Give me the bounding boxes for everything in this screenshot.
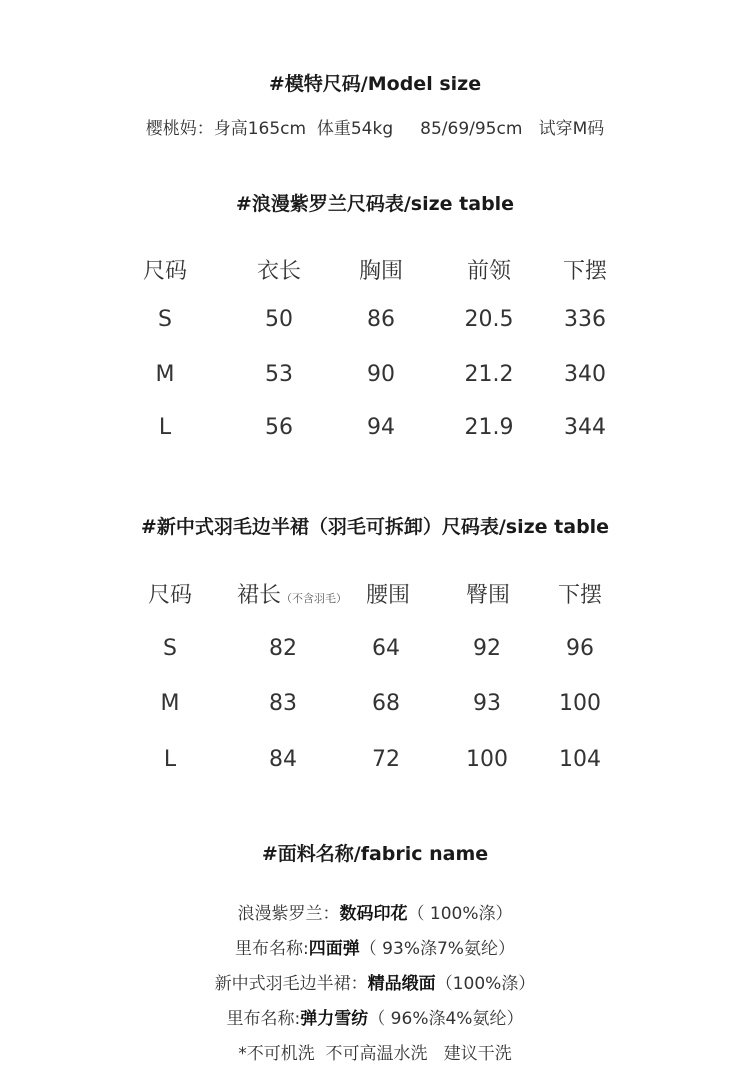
table-cell: 53 <box>265 362 293 387</box>
table-cell: S <box>163 636 177 661</box>
table2-header-size: 尺码 <box>147 583 193 608</box>
fabric-line <box>0 934 750 959</box>
care-instructions: *不可机洗 不可高温水洗 建议干洗 <box>238 1044 512 1064</box>
table-cell: 50 <box>265 307 293 332</box>
table1-header-chest: 胸围 <box>358 259 404 284</box>
table-cell: 83 <box>269 691 297 716</box>
table-cell: 336 <box>564 307 606 332</box>
table-cell: 92 <box>473 636 501 661</box>
table2-header-waist: 腰围 <box>365 583 411 608</box>
table2-heading: #新中式羽毛边半裙（羽毛可拆卸）尺码表/size table <box>140 516 610 538</box>
table-cell: 100 <box>559 691 601 716</box>
fabric-label: 浪漫紫罗兰： <box>237 904 340 924</box>
table-cell: M <box>155 362 175 387</box>
table2-header-hem: 下摆 <box>557 583 603 608</box>
table-cell: 96 <box>566 636 594 661</box>
table-cell: 90 <box>367 362 395 387</box>
fabric-heading: #面料名称/fabric name <box>261 843 489 865</box>
table1-header-hem: 下摆 <box>562 259 608 284</box>
table1-header-size: 尺码 <box>142 259 188 284</box>
table-cell: L <box>158 415 172 440</box>
fabric-composition: （ 100%涤） <box>407 904 513 924</box>
table2-header-hip: 臀围 <box>465 583 511 608</box>
table-cell: 82 <box>269 636 297 661</box>
table-cell: 20.5 <box>464 307 514 332</box>
table-cell: 64 <box>372 636 400 661</box>
fabric-composition: （ 96%涤4%氨纶） <box>368 1009 524 1029</box>
table-cell: 344 <box>564 415 606 440</box>
table1-header-neck: 前领 <box>466 259 512 284</box>
fabric-label: 新中式羽毛边半裙： <box>214 974 368 994</box>
table1-header-length: 衣长 <box>256 259 302 284</box>
fabric-name: 四面弹 <box>308 939 360 959</box>
fabric-composition: （100%涤） <box>435 974 536 994</box>
table-cell: 104 <box>559 747 601 772</box>
table2-header-skirt-length <box>237 578 347 609</box>
table1-heading: #浪漫紫罗兰尺码表/size table <box>235 193 515 215</box>
table-cell: 72 <box>372 747 400 772</box>
fabric-name: 精品缎面 <box>367 974 436 994</box>
table-cell: 56 <box>265 415 293 440</box>
table-cell: S <box>158 307 172 332</box>
fabric-composition: （ 93%涤7%氨纶） <box>359 939 515 959</box>
table-cell: 84 <box>269 747 297 772</box>
skirt-length-note: （不含羽毛） <box>281 592 348 605</box>
skirt-length-label: 裙长 <box>236 583 282 608</box>
fabric-line <box>0 899 750 924</box>
table-cell: 21.2 <box>464 362 514 387</box>
table-cell: 68 <box>372 691 400 716</box>
model-size-info: 樱桃妈：身高165cm 体重54kg 85/69/95cm 试穿M码 <box>145 119 605 139</box>
fabric-name: 数码印花 <box>339 904 408 924</box>
table-cell: 94 <box>367 415 395 440</box>
fabric-label: 里布名称: <box>235 939 309 959</box>
fabric-line <box>0 969 750 994</box>
table-cell: 86 <box>367 307 395 332</box>
table-cell: 100 <box>466 747 508 772</box>
fabric-label: 里布名称: <box>226 1009 301 1029</box>
table-cell: 340 <box>564 362 606 387</box>
table-cell: M <box>160 691 180 716</box>
model-size-heading: #模特尺码/Model size <box>268 73 482 95</box>
table-cell: 21.9 <box>464 415 514 440</box>
table-cell: 93 <box>473 691 501 716</box>
fabric-line <box>0 1004 750 1029</box>
fabric-name: 弹力雪纺 <box>300 1009 369 1029</box>
table-cell: L <box>163 747 177 772</box>
